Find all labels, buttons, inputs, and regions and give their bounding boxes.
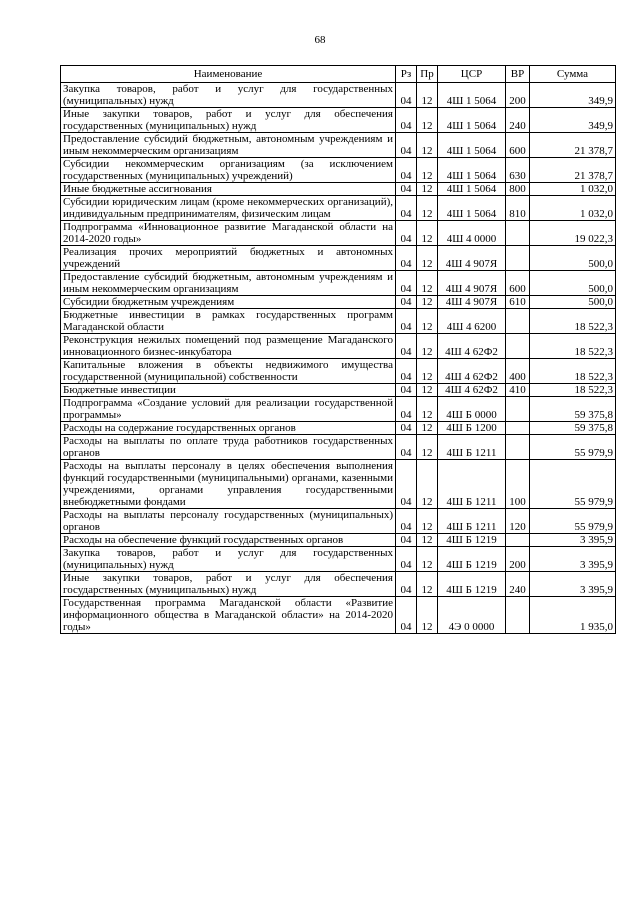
cell-vr [506,334,530,359]
header-vr: ВР [506,66,530,83]
header-sum: Сумма [530,66,616,83]
cell-vr: 200 [506,547,530,572]
cell-csr: 4Ш 4 0000 [438,221,506,246]
cell-rz: 04 [396,196,417,221]
cell-vr: 800 [506,183,530,196]
cell-csr: 4Ш Б 1211 [438,509,506,534]
cell-rz: 04 [396,108,417,133]
cell-csr: 4Ш Б 1200 [438,422,506,435]
header-rz: Рз [396,66,417,83]
cell-pr: 12 [417,334,438,359]
cell-vr: 630 [506,158,530,183]
cell-sum: 500,0 [530,296,616,309]
page-number: 68 [314,34,326,46]
cell-rz: 04 [396,572,417,597]
cell-pr: 12 [417,133,438,158]
cell-pr: 12 [417,271,438,296]
cell-name: Реализация прочих мероприятий бюджетных и автономных учреждений [61,246,396,271]
cell-pr: 12 [417,296,438,309]
cell-vr [506,534,530,547]
cell-sum: 59 375,8 [530,422,616,435]
header-csr: ЦСР [438,66,506,83]
cell-sum: 1 935,0 [530,597,616,634]
cell-rz: 04 [396,158,417,183]
cell-pr: 12 [417,221,438,246]
cell-pr: 12 [417,597,438,634]
cell-pr: 12 [417,359,438,384]
cell-pr: 12 [417,246,438,271]
cell-csr: 4Ш Б 1219 [438,534,506,547]
cell-pr: 12 [417,384,438,397]
cell-name: Субсидии некоммерческим организациям (за исключением государственных (муниципальных) учреждений) [61,158,396,183]
header-name: Наименование [61,66,396,83]
table-row [61,397,616,422]
cell-vr: 120 [506,509,530,534]
table-body [61,83,616,634]
cell-sum: 59 375,8 [530,397,616,422]
cell-name: Государственная программа Магаданской области «Развитие информационного общества в Магаданской области» на 2014-2020 годы» [61,597,396,634]
cell-sum: 1 032,0 [530,183,616,196]
cell-rz: 04 [396,133,417,158]
cell-sum: 3 395,9 [530,534,616,547]
cell-csr: 4Ш 4 907Я [438,271,506,296]
cell-rz: 04 [396,83,417,108]
cell-name: Закупка товаров, работ и услуг для государственных (муниципальных) нужд [61,83,396,108]
table-row [61,384,616,397]
cell-sum: 55 979,9 [530,509,616,534]
cell-sum: 18 522,3 [530,359,616,384]
cell-vr: 200 [506,83,530,108]
cell-pr: 12 [417,547,438,572]
table-header-row [61,66,616,83]
cell-sum: 18 522,3 [530,334,616,359]
cell-sum: 1 032,0 [530,196,616,221]
table-row [61,309,616,334]
cell-rz: 04 [396,509,417,534]
cell-vr [506,435,530,460]
cell-vr: 600 [506,133,530,158]
table-row [61,271,616,296]
budget-table [60,65,616,634]
table-row [61,359,616,384]
cell-name: Предоставление субсидий бюджетным, автономным учреждениям и иным некоммерческим организациям [61,133,396,158]
cell-csr: 4Ш Б 1211 [438,435,506,460]
cell-name: Расходы на содержание государственных органов [61,422,396,435]
table-row [61,133,616,158]
cell-name: Подпрограмма «Инновационное развитие Магаданской области на 2014-2020 годы» [61,221,396,246]
cell-vr [506,422,530,435]
cell-name: Расходы на выплаты персоналу государственных (муниципальных) органов [61,509,396,534]
cell-pr: 12 [417,183,438,196]
cell-sum: 18 522,3 [530,384,616,397]
cell-rz: 04 [396,547,417,572]
cell-csr: 4Ш 4 907Я [438,296,506,309]
cell-rz: 04 [396,271,417,296]
header-pr: Пр [417,66,438,83]
cell-csr: 4Ш Б 1211 [438,460,506,509]
cell-name: Расходы на выплаты по оплате труда работников государственных органов [61,435,396,460]
cell-csr: 4Ш Б 1219 [438,547,506,572]
cell-csr: 4Ш 1 5064 [438,83,506,108]
cell-vr: 400 [506,359,530,384]
cell-name: Реконструкция нежилых помещений под размещение Магаданского инновационного бизнес-инкубатора [61,334,396,359]
cell-sum: 3 395,9 [530,572,616,597]
cell-rz: 04 [396,460,417,509]
cell-vr [506,597,530,634]
cell-vr [506,246,530,271]
cell-csr: 4Ш Б 0000 [438,397,506,422]
cell-pr: 12 [417,572,438,597]
table-row [61,572,616,597]
table-row [61,221,616,246]
cell-csr: 4Ш 4 62Ф2 [438,334,506,359]
cell-pr: 12 [417,435,438,460]
cell-sum: 18 522,3 [530,309,616,334]
cell-rz: 04 [396,534,417,547]
cell-sum: 19 022,3 [530,221,616,246]
cell-vr [506,397,530,422]
cell-pr: 12 [417,196,438,221]
cell-sum: 349,9 [530,83,616,108]
cell-vr: 600 [506,271,530,296]
cell-vr: 610 [506,296,530,309]
cell-name: Капитальные вложения в объекты недвижимого имущества государственной (муниципальной) собственности [61,359,396,384]
cell-name: Закупка товаров, работ и услуг для государственных (муниципальных) нужд [61,547,396,572]
cell-sum: 21 378,7 [530,158,616,183]
cell-name: Расходы на обеспечение функций государственных органов [61,534,396,547]
cell-rz: 04 [396,422,417,435]
cell-rz: 04 [396,183,417,196]
cell-name: Иные закупки товаров, работ и услуг для обеспечения государственных (муниципальных) нужд [61,572,396,597]
cell-name: Предоставление субсидий бюджетным, автономным учреждениям и иным некоммерческим организациям [61,271,396,296]
table-row [61,509,616,534]
cell-csr: 4Ш Б 1219 [438,572,506,597]
table-row [61,83,616,108]
cell-name: Субсидии бюджетным учреждениям [61,296,396,309]
cell-vr [506,309,530,334]
table-row [61,196,616,221]
cell-pr: 12 [417,397,438,422]
cell-sum: 55 979,9 [530,435,616,460]
table-row [61,422,616,435]
table-row [61,246,616,271]
cell-sum: 21 378,7 [530,133,616,158]
table-row [61,158,616,183]
table-row [61,108,616,133]
cell-rz: 04 [396,597,417,634]
table-row [61,547,616,572]
cell-sum: 55 979,9 [530,460,616,509]
cell-rz: 04 [396,309,417,334]
table-row [61,296,616,309]
cell-vr: 100 [506,460,530,509]
cell-vr: 240 [506,108,530,133]
cell-vr: 410 [506,384,530,397]
cell-name: Бюджетные инвестиции [61,384,396,397]
cell-vr [506,221,530,246]
cell-csr: 4Ш 4 62Ф2 [438,384,506,397]
cell-csr: 4Ш 1 5064 [438,158,506,183]
cell-sum: 500,0 [530,246,616,271]
table-row [61,460,616,509]
cell-csr: 4Ш 1 5064 [438,133,506,158]
cell-pr: 12 [417,108,438,133]
cell-name: Подпрограмма «Создание условий для реализации государственной программы» [61,397,396,422]
cell-vr: 810 [506,196,530,221]
cell-name: Субсидии юридическим лицам (кроме некоммерческих организаций), индивидуальным предпринимателям, физическим лицам [61,196,396,221]
table-row [61,435,616,460]
cell-csr: 4Ш 4 62Ф2 [438,359,506,384]
cell-rz: 04 [396,435,417,460]
table-row [61,334,616,359]
cell-rz: 04 [396,296,417,309]
cell-csr: 4Ш 1 5064 [438,108,506,133]
table-row [61,183,616,196]
cell-pr: 12 [417,534,438,547]
cell-csr: 4Ш 4 907Я [438,246,506,271]
cell-name: Расходы на выплаты персоналу в целях обеспечения выполнения функций государственными (муниципальными) органами, казенными учреждениями, органами управления государственными внебюджетными фондами [61,460,396,509]
cell-sum: 3 395,9 [530,547,616,572]
cell-pr: 12 [417,83,438,108]
cell-name: Иные бюджетные ассигнования [61,183,396,196]
cell-vr: 240 [506,572,530,597]
cell-csr: 4Ш 4 6200 [438,309,506,334]
cell-pr: 12 [417,309,438,334]
cell-pr: 12 [417,422,438,435]
table-row [61,597,616,634]
cell-pr: 12 [417,158,438,183]
cell-pr: 12 [417,509,438,534]
cell-sum: 500,0 [530,271,616,296]
cell-sum: 349,9 [530,108,616,133]
cell-pr: 12 [417,460,438,509]
cell-csr: 4Ш 1 5064 [438,183,506,196]
cell-rz: 04 [396,384,417,397]
table-row [61,534,616,547]
cell-rz: 04 [396,359,417,384]
cell-name: Бюджетные инвестиции в рамках государственных программ Магаданской области [61,309,396,334]
cell-rz: 04 [396,334,417,359]
cell-name: Иные закупки товаров, работ и услуг для обеспечения государственных (муниципальных) нужд [61,108,396,133]
cell-rz: 04 [396,221,417,246]
cell-csr: 4Э 0 0000 [438,597,506,634]
cell-csr: 4Ш 1 5064 [438,196,506,221]
cell-rz: 04 [396,397,417,422]
cell-rz: 04 [396,246,417,271]
